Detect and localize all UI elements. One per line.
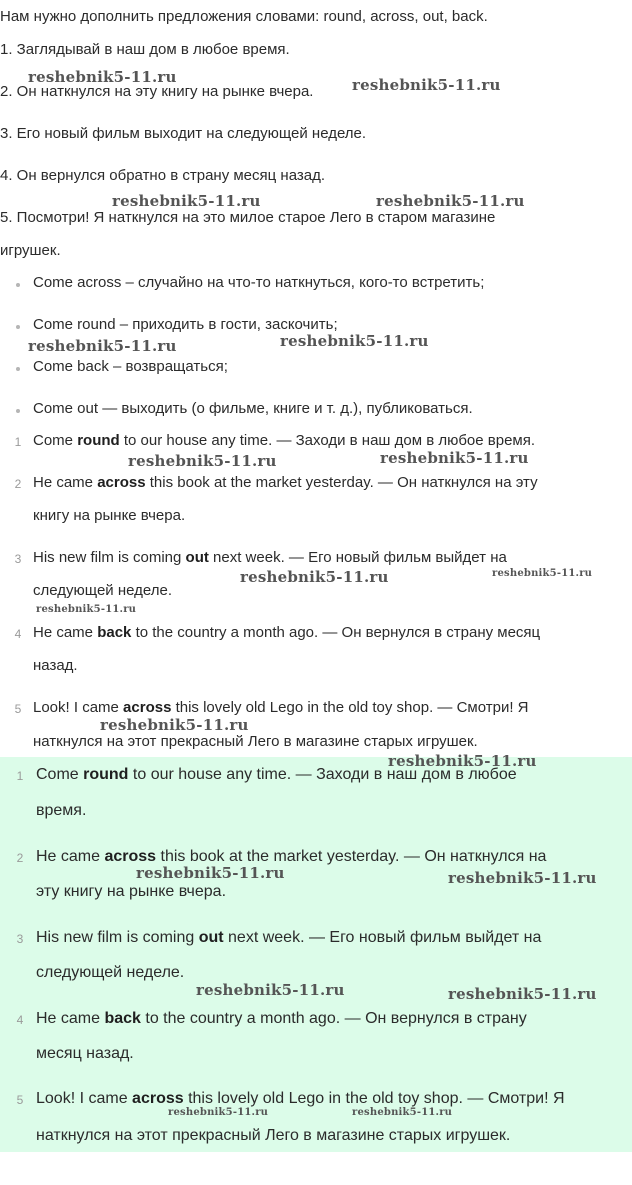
watermark: reshebnik5-11.ru: [112, 192, 261, 210]
definition-come-out: Come out — выходить (о фильме, книге и т. д.), публиковаться.: [33, 400, 473, 417]
definition-come-across: Come across – случайно на что-то наткнуться, кого-то встретить;: [33, 274, 485, 291]
bullet-icon: [16, 367, 20, 371]
list-item-continued: наткнулся на этот прекрасный Лего в магазине старых игрушек.: [36, 1127, 511, 1144]
bullet-icon: [16, 409, 20, 413]
task-sentence-2: 2. Он наткнулся на эту книгу на рынке вчера.: [0, 83, 314, 100]
list-item-continued: наткнулся на этот прекрасный Лего в магазине старых игрушек.: [33, 733, 478, 750]
watermark: reshebnik5-11.ru: [280, 332, 429, 350]
list-item: His new film is coming out next week. — Его новый фильм выйдет на: [33, 549, 507, 566]
watermark: reshebnik5-11.ru: [352, 1107, 453, 1118]
list-item: He came back to the country a month ago. — Он вернулся в страну месяц: [33, 624, 541, 641]
task-heading: Нам нужно дополнить предложения словами: round, across, out, back.: [0, 8, 488, 25]
list-item-number: 2: [14, 477, 22, 491]
list-item-number: 3: [14, 552, 22, 566]
watermark: reshebnik5-11.ru: [380, 449, 529, 467]
list-item-continued: книгу на рынке вчера.: [33, 507, 186, 524]
watermark: reshebnik5-11.ru: [352, 76, 501, 94]
list-item-number: 4: [16, 1013, 24, 1027]
definition-come-back: Come back – возвращаться;: [33, 358, 228, 375]
list-item-number: 5: [16, 1093, 24, 1107]
watermark: reshebnik5-11.ru: [376, 192, 525, 210]
list-item: He came back to the country a month ago. — Он вернулся в страну: [36, 1010, 527, 1027]
list-item: Look! I came across this lovely old Lego in the old toy shop. — Смотри! Я: [36, 1090, 565, 1107]
list-item-number: 5: [14, 702, 22, 716]
list-item-number: 1: [14, 435, 22, 449]
watermark: reshebnik5-11.ru: [136, 864, 285, 882]
task-sentence-1: 1. Заглядывай в наш дом в любое время.: [0, 41, 290, 58]
list-item: He came across this book at the market yesterday. — Он наткнулся на эту: [33, 474, 538, 491]
list-item-number: 3: [16, 932, 24, 946]
watermark: reshebnik5-11.ru: [492, 568, 593, 579]
list-item-continued: эту книгу на рынке вчера.: [36, 883, 227, 900]
watermark: reshebnik5-11.ru: [448, 985, 597, 1003]
list-item-continued: время.: [36, 802, 87, 819]
list-item-continued: назад.: [33, 657, 78, 674]
task-sentence-3: 3. Его новый фильм выходит на следующей неделе.: [0, 125, 367, 142]
task-sentence-5-continued: игрушек.: [0, 242, 61, 259]
watermark: reshebnik5-11.ru: [240, 568, 389, 586]
list-item: He came across this book at the market yesterday. — Он наткнулся на: [36, 848, 547, 865]
bullet-icon: [16, 325, 20, 329]
list-item-continued: следующей неделе.: [33, 582, 172, 599]
list-item: His new film is coming out next week. — Его новый фильм выйдет на: [36, 929, 542, 946]
list-item-number: 1: [16, 769, 24, 783]
watermark: reshebnik5-11.ru: [36, 604, 137, 615]
definition-come-round: Come round – приходить в гости, заскочить;: [33, 316, 338, 333]
list-item: Come round to our house any time. — Заходи в наш дом в любое время.: [33, 432, 536, 449]
list-item-continued: следующей неделе.: [36, 964, 185, 981]
watermark: reshebnik5-11.ru: [168, 1107, 269, 1118]
watermark: reshebnik5-11.ru: [28, 68, 177, 86]
watermark: reshebnik5-11.ru: [28, 337, 177, 355]
list-item-number: 4: [14, 627, 22, 641]
watermark: reshebnik5-11.ru: [100, 716, 249, 734]
list-item-number: 2: [16, 851, 24, 865]
watermark: reshebnik5-11.ru: [388, 752, 537, 770]
bullet-icon: [16, 283, 20, 287]
watermark: reshebnik5-11.ru: [196, 981, 345, 999]
task-sentence-5: 5. Посмотри! Я наткнулся на это милое старое Лего в старом магазине: [0, 209, 496, 226]
task-sentence-4: 4. Он вернулся обратно в страну месяц назад.: [0, 167, 326, 184]
list-item: Come round to our house any time. — Заходи в наш дом в любое: [36, 766, 517, 783]
list-item-continued: месяц назад.: [36, 1045, 134, 1062]
list-item: Look! I came across this lovely old Lego in the old toy shop. — Смотри! Я: [33, 699, 529, 716]
watermark: reshebnik5-11.ru: [128, 452, 277, 470]
watermark: reshebnik5-11.ru: [448, 869, 597, 887]
